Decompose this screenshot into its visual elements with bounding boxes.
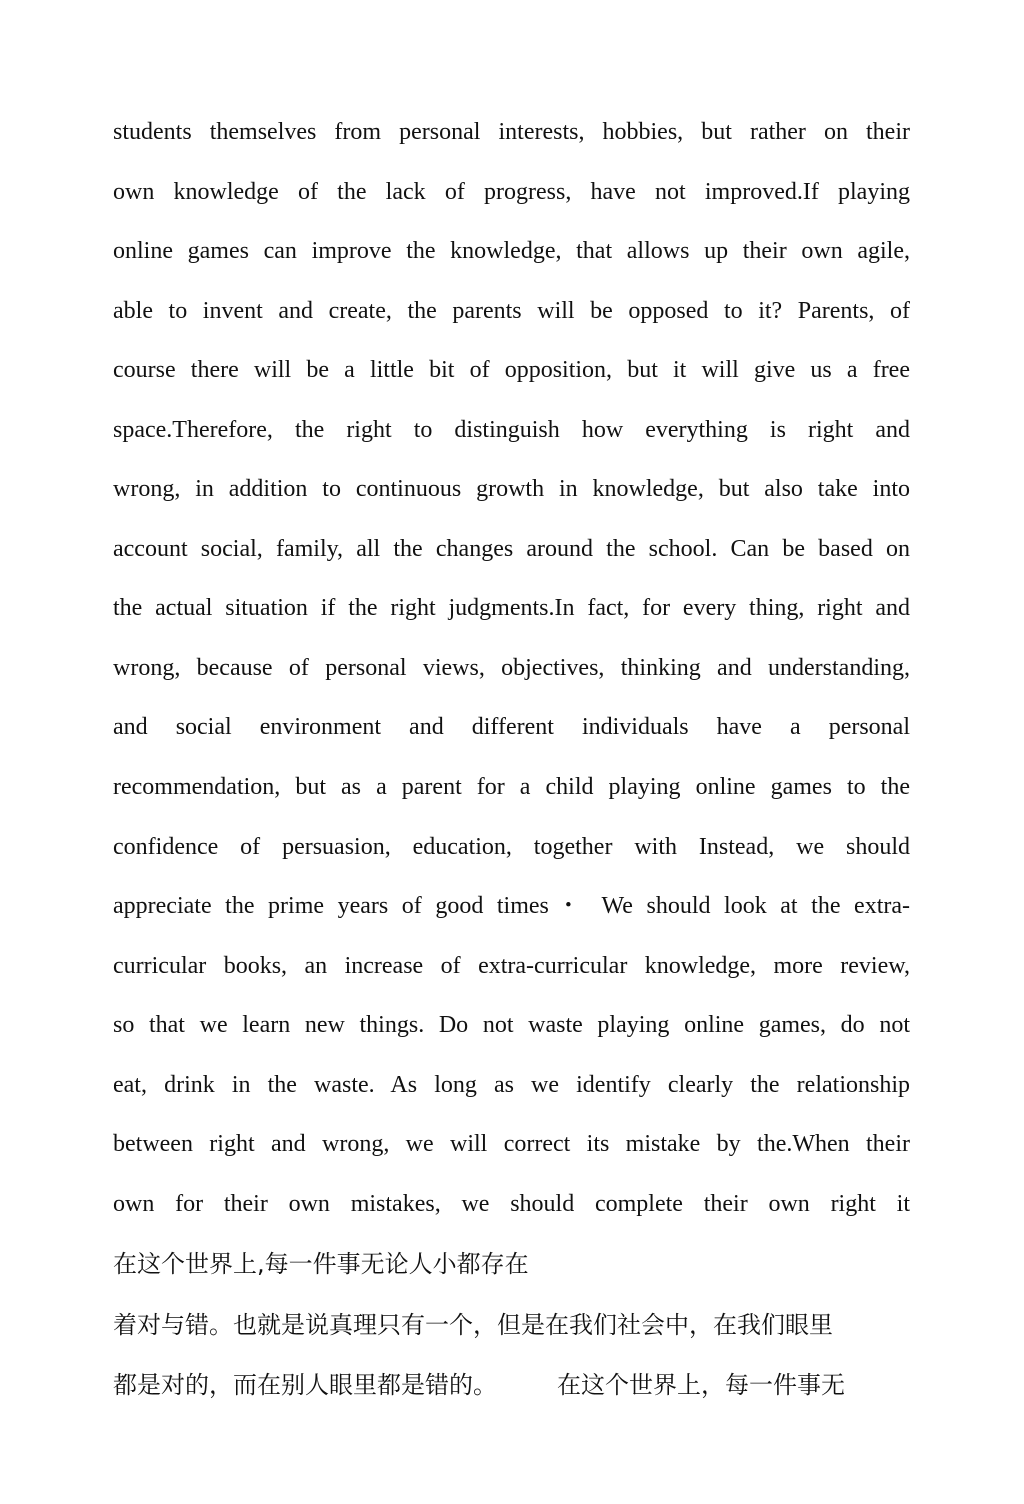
text-line-10: wrong, because of personal views, objectives, thinking and understanding, <box>113 655 910 681</box>
cjk-line-2: 着对与错。也就是说真理只有一个，但是在我们社会中，在我们眼里 <box>113 1311 833 1339</box>
text-line-19: own for their own mistakes, we should complete their own right it <box>113 1191 910 1217</box>
text-line-8: account social, family, all the changes around the school. Can be based on <box>113 536 910 562</box>
text-line-5: course there will be a little bit of opposition, but it will give us a free <box>113 357 910 383</box>
text-line-12: recommendation, but as a parent for a child playing online games to the <box>113 774 910 800</box>
cjk-line-3-part-2: 在这个世界上，每一件事无 <box>557 1371 845 1399</box>
text-line-17: eat, drink in the waste. As long as we identify clearly the relationship <box>113 1072 910 1098</box>
cjk-line-3 <box>113 1369 910 1401</box>
cjk-line-3-part-1: 都是对的，而在别人眼里都是错的。 <box>113 1371 497 1399</box>
text-line-15: curricular books, an increase of extra-curricular knowledge, more review, <box>113 953 910 979</box>
text-line-3: online games can improve the knowledge, that allows up their own agile, <box>113 238 910 264</box>
cjk-line-1: 在这个世界上,每一件事无论人小都存在 <box>113 1250 529 1278</box>
text-line-2: own knowledge of the lack of progress, have not improved.If playing <box>113 179 910 205</box>
text-line-11: and social environment and different individuals have a personal <box>113 714 910 740</box>
text-line-18: between right and wrong, we will correct its mistake by the.When their <box>113 1131 910 1157</box>
text-line-14: appreciate the prime years of good times・ We should look at the extra- <box>113 893 910 919</box>
text-line-13: confidence of persuasion, education, together with Instead, we should <box>113 834 910 860</box>
text-line-9: the actual situation if the right judgments.In fact, for every thing, right and <box>113 595 910 621</box>
text-line-7: wrong, in addition to continuous growth in knowledge, but also take into <box>113 476 910 502</box>
text-line-16: so that we learn new things. Do not waste playing online games, do not <box>113 1012 910 1038</box>
text-line-4: able to invent and create, the parents will be opposed to it? Parents, of <box>113 298 910 324</box>
text-line-6: space.Therefore, the right to distinguish how everything is right and <box>113 417 910 443</box>
text-line-1: students themselves from personal interests, hobbies, but rather on their <box>113 119 910 145</box>
